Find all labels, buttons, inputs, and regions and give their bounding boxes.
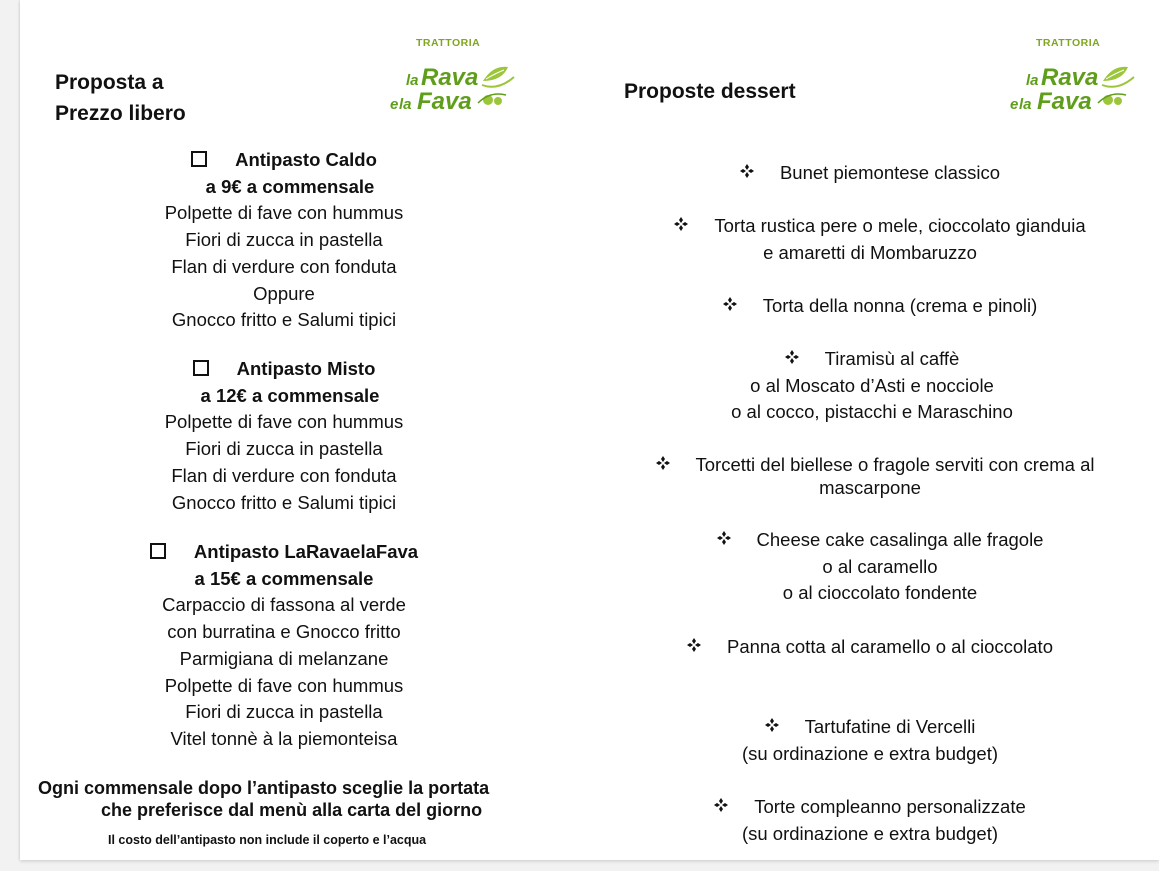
svg-text:Rava: Rava (421, 64, 479, 91)
right-title: Proposte dessert (624, 80, 796, 103)
bullet-diamond-icon (740, 164, 754, 178)
left-title-line1: Proposta a (55, 71, 164, 94)
svg-text:Rava: Rava (1041, 64, 1099, 91)
antipasto-caldo-heading: Antipasto Caldo (154, 147, 414, 174)
antipasto-laravaelafava-heading: Antipasto LaRavaelaFava (134, 539, 434, 566)
menu-sheet (20, 0, 1159, 860)
checkbox-icon (193, 360, 209, 376)
checkbox-icon (191, 151, 207, 167)
logo-graphic (1010, 51, 1140, 117)
bullet-diamond-icon (785, 350, 799, 364)
dessert-item: Torta della nonna (crema e pinoli) (680, 293, 1080, 320)
restaurant-logo-left (390, 37, 520, 117)
menu-item: Fiori di zucca in pastella (185, 229, 383, 251)
footer-line1: Ogni commensale dopo l’antipasto sceglie la portata (38, 778, 490, 798)
bullet-diamond-icon (765, 718, 779, 732)
menu-item: Vitel tonnè à la piemonteisa (170, 727, 398, 749)
menu-item: Flan di verdure con fonduta (171, 255, 397, 277)
bullet-diamond-icon (674, 217, 688, 231)
menu-item: Flan di verdure con fonduta (171, 464, 397, 486)
menu-item: Fiori di zucca in pastella (185, 701, 383, 723)
footer-text (38, 777, 568, 821)
dessert-item: Tiramisù al caffè o al Moscato d’Asti e nocciole o al cocco, pistacchi e Maraschino (731, 348, 1013, 423)
dessert-item: Tartufatine di Vercelli (su ordinazione e extra budget) (741, 716, 999, 764)
dessert-item: Torta rustica pere o mele, cioccolato gianduia e amaretti di Mombaruzzo (630, 213, 1130, 266)
menu-item: Fiori di zucca in pastella (185, 438, 383, 460)
menu-item: Polpette di fave con hummus (164, 674, 404, 696)
antipasto-laravaelafava-price: a 15€ a commensale (194, 567, 374, 589)
logo-graphic (390, 51, 520, 117)
footer-note: Il costo dell’antipasto non include il coperto e l’acqua (108, 833, 427, 847)
menu-item: Polpette di fave con hummus (164, 202, 404, 224)
menu-item: Polpette di fave con hummus (164, 411, 404, 433)
antipasto-caldo-section (154, 147, 414, 334)
dessert-item: Torte compleanno personalizzate (su ordinazione e extra budget) (690, 794, 1050, 847)
bullet-diamond-icon (714, 798, 728, 812)
svg-text:la: la (406, 72, 419, 89)
menu-item: Gnocco fritto e Salumi tipici (171, 491, 397, 513)
dessert-item: Bunet piemontese classico (710, 160, 1030, 187)
restaurant-logo-right (1010, 37, 1140, 117)
checkbox-icon (150, 543, 166, 559)
antipasto-laravaelafava-section (134, 539, 434, 753)
bullet-diamond-icon (723, 297, 737, 311)
left-title (55, 67, 186, 129)
svg-text:la: la (1019, 96, 1032, 113)
menu-item: con burratina e Gnocco fritto (167, 621, 401, 643)
menu-item: Gnocco fritto e Salumi tipici (171, 309, 397, 331)
antipasto-misto-section (154, 356, 414, 516)
svg-text:e: e (390, 96, 399, 113)
bullet-diamond-icon (656, 456, 670, 470)
bullet-diamond-icon (717, 531, 731, 545)
menu-item: Carpaccio di fassona al verde (162, 594, 406, 616)
menu-item: Parmigiana di melanzane (179, 647, 389, 669)
antipasto-caldo-price: a 9€ a commensale (205, 175, 375, 197)
bullet-diamond-icon (687, 638, 701, 652)
footer-line2: che preferisce dal menù alla carta del giorno (101, 800, 483, 820)
dessert-item: Cheese cake casalinga alle fragole o al caramello o al cioccolato fondente (680, 527, 1080, 607)
antipasto-misto-heading: Antipasto Misto (154, 356, 414, 383)
svg-text:la: la (1026, 72, 1039, 89)
svg-text:la: la (399, 96, 412, 113)
svg-text:Fava: Fava (417, 88, 472, 115)
menu-item: Oppure (253, 282, 315, 304)
left-title-line2: Prezzo libero (55, 102, 186, 125)
logo-trattoria-text: TRATTORIA (1036, 37, 1101, 49)
dessert-item: Torcetti del biellese o fragole serviti con crema al mascarpone (610, 453, 1140, 499)
svg-text:Fava: Fava (1037, 88, 1092, 115)
logo-trattoria-text: TRATTORIA (416, 37, 481, 49)
svg-text:e: e (1010, 96, 1019, 113)
antipasto-misto-price: a 12€ a commensale (200, 384, 380, 406)
dessert-item: Panna cotta al caramello o al cioccolato (650, 634, 1090, 661)
